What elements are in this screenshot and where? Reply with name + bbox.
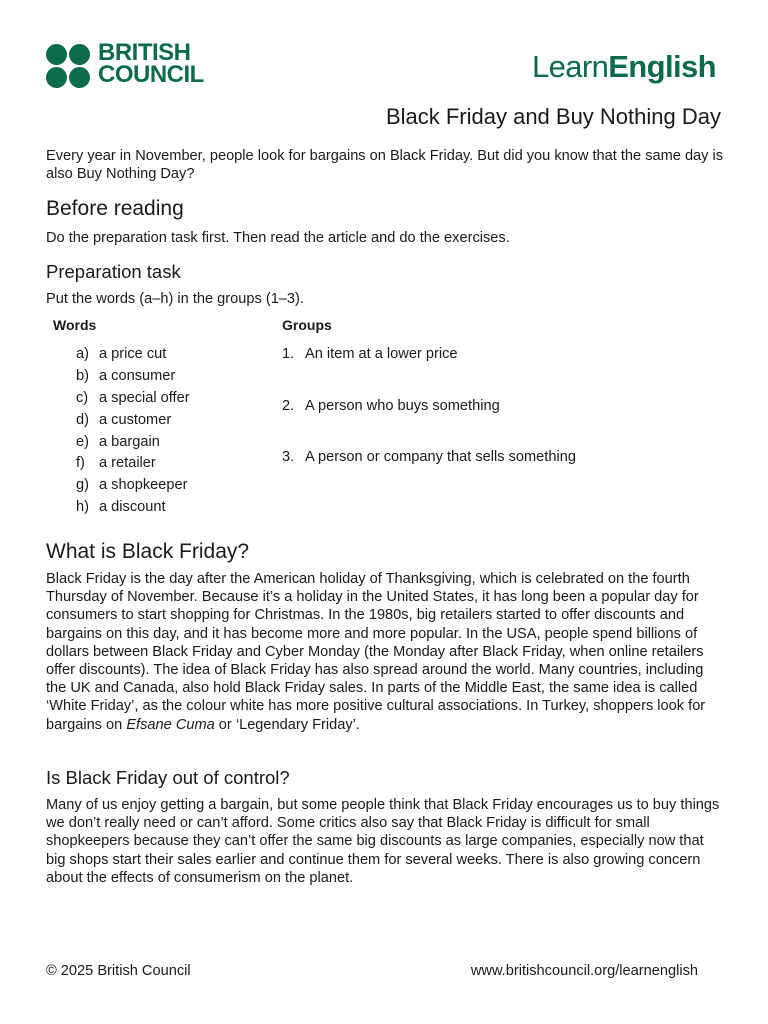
before-reading-heading: Before reading bbox=[46, 197, 184, 220]
word-text: a special offer bbox=[99, 389, 190, 406]
footer-copyright: © 2025 British Council bbox=[46, 963, 191, 979]
word-text: a price cut bbox=[99, 346, 167, 362]
section1-italic-term: Efsane Cuma bbox=[126, 716, 215, 733]
section1-text-b: or ‘Legendary Friday’. bbox=[214, 716, 360, 733]
section2-heading: Is Black Friday out of control? bbox=[46, 767, 290, 788]
list-item bbox=[76, 476, 190, 498]
list-item bbox=[76, 433, 190, 455]
preparation-instruction: Put the words (a–h) in the groups (1–3). bbox=[46, 291, 304, 307]
group-number: 2. bbox=[282, 398, 295, 414]
word-text: a customer bbox=[99, 411, 172, 428]
footer-url-link[interactable]: www.britishcouncil.org/learnenglish bbox=[470, 963, 698, 979]
word-letter: c) bbox=[76, 389, 89, 406]
learn-light-text: Learn bbox=[531, 49, 609, 84]
word-letter: d) bbox=[76, 411, 89, 428]
group-text: A person or company that sells something bbox=[305, 449, 576, 465]
group-number: 1. bbox=[282, 346, 295, 362]
learnenglish-logo bbox=[532, 49, 716, 85]
word-text: a bargain bbox=[99, 433, 160, 450]
list-item bbox=[76, 498, 190, 520]
groups-column-header: Groups bbox=[282, 317, 332, 333]
word-text: a consumer bbox=[99, 367, 176, 384]
word-letter: a) bbox=[76, 346, 89, 362]
group-number: 3. bbox=[282, 449, 295, 465]
intro-paragraph: Every year in November, people look for bargains on Black Friday. But did you know that the same day is also Buy Nothing Day? bbox=[46, 148, 724, 183]
group-text: An item at a lower price bbox=[305, 346, 458, 362]
group-text: A person who buys something bbox=[305, 398, 500, 414]
words-column-header: Words bbox=[53, 317, 97, 333]
word-letter: b) bbox=[76, 367, 89, 384]
word-letter: h) bbox=[76, 499, 89, 516]
brand-line-1: BRITISH bbox=[98, 39, 191, 66]
list-item bbox=[76, 389, 190, 411]
british-council-logo-icon bbox=[46, 44, 94, 88]
section1-paragraph bbox=[46, 570, 726, 734]
word-text: a retailer bbox=[99, 455, 156, 472]
learn-bold-text: English bbox=[608, 49, 716, 84]
list-item bbox=[76, 411, 190, 433]
section2-paragraph: Many of us enjoy getting a bargain, but some people think that Black Friday encourages us to buy things we don’t really need or can’t afford. Some critics also say that Black Friday is difficult for small shopkeepers because they can’t offer the same big discounts as large companies, especially now that big shops start their sales earlier and continue them for several weeks. There is also growing concern about the effects of consumerism on the planet. bbox=[46, 797, 720, 886]
brand-name bbox=[98, 39, 204, 88]
section1-text-a: Black Friday is the day after the American holiday of Thanksgiving, which is celebrated on the fourth Thursday of November. Because it’s a holiday in the United States, it has long been a popular day for consumers to start shopping for Christmas. In the 1980s, big retailers started to offer discounts and bargains on this day, and it has become more and more popular. In the USA, people spend billions of dollars between Black Friday and Cyber Monday (the Monday after Black Friday, when online retailers offer discounts). The idea of Black Friday has also spread around the world. Many countries, including the UK and Canada, also hold Black Friday sales. In parts of the Middle East, the same idea is called ‘White Friday’, as the colour white has more positive cultural associations. In Turkey, shoppers look for bargains on bbox=[46, 571, 706, 733]
list-item bbox=[76, 345, 190, 367]
word-letter: e) bbox=[76, 433, 89, 450]
group-item-3 bbox=[282, 449, 576, 465]
list-item bbox=[76, 367, 190, 389]
list-item bbox=[76, 454, 190, 476]
section1-heading: What is Black Friday? bbox=[46, 540, 250, 563]
group-item-2 bbox=[282, 398, 500, 414]
before-reading-text: Do the preparation task first. Then read the article and do the exercises. bbox=[46, 230, 510, 246]
word-text: a discount bbox=[99, 499, 166, 516]
preparation-heading: Preparation task bbox=[46, 261, 181, 282]
word-list bbox=[76, 345, 190, 520]
word-letter: f) bbox=[76, 455, 85, 472]
word-text: a shopkeeper bbox=[99, 477, 188, 494]
word-letter: g) bbox=[76, 477, 89, 494]
brand-line-2: COUNCIL bbox=[98, 61, 204, 88]
page-title: Black Friday and Buy Nothing Day bbox=[385, 104, 721, 129]
group-item-1 bbox=[282, 346, 458, 362]
